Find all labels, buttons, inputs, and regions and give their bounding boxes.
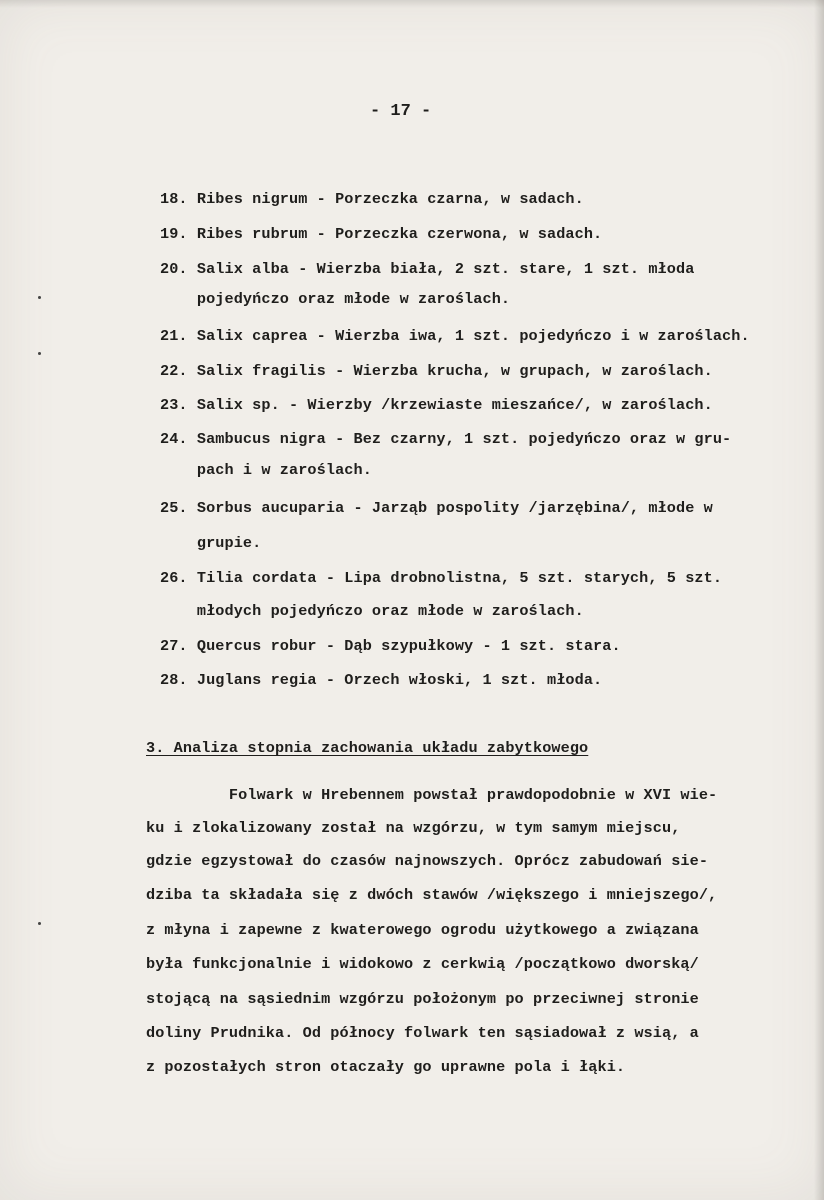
list-item-20: 20. Salix alba - Wierzba biała, 2 szt. stare, 1 szt. młoda: [160, 260, 695, 278]
list-item-20-continuation: pojedyńczo oraz młode w zaroślach.: [160, 290, 511, 308]
paragraph-line-9: z pozostałych stron otaczały go uprawne pola i łąki.: [146, 1058, 626, 1076]
list-item-26: 26. Tilia cordata - Lipa drobnolistna, 5 szt. starych, 5 szt.: [160, 569, 723, 587]
paragraph-line-1: Folwark w Hrebennem powstał prawdopodobnie w XVI wie-: [146, 786, 718, 804]
list-item-22: 22. Salix fragilis - Wierzba krucha, w grupach, w zaroślach.: [160, 362, 713, 380]
paragraph-line-4: dziba ta składała się z dwóch stawów /większego i mniejszego/,: [146, 886, 718, 904]
paragraph-line-6: była funkcjonalnie i widokowo z cerkwią /początkowo dworską/: [146, 955, 699, 973]
paragraph-line-7: stojącą na sąsiednim wzgórzu położonym po przeciwnej stronie: [146, 990, 699, 1008]
paragraph-line-8: doliny Prudnika. Od północy folwark ten sąsiadował z wsią, a: [146, 1024, 699, 1042]
list-item-23: 23. Salix sp. - Wierzby /krzewiaste mieszańce/, w zaroślach.: [160, 396, 713, 414]
list-item-24: 24. Sambucus nigra - Bez czarny, 1 szt. pojedyńczo oraz w gru-: [160, 430, 732, 448]
paragraph-line-3: gdzie egzystował do czasów najnowszych. Oprócz zabudowań sie-: [146, 852, 709, 870]
list-item-21: 21. Salix caprea - Wierzba iwa, 1 szt. pojedyńczo i w zaroślach.: [160, 327, 750, 345]
list-item-25-continuation: grupie.: [160, 534, 262, 552]
list-item-18: 18. Ribes nigrum - Porzeczka czarna, w sadach.: [160, 190, 584, 208]
binder-hole-mark: [38, 922, 41, 925]
list-item-19: 19. Ribes rubrum - Porzeczka czerwona, w sadach.: [160, 225, 603, 243]
paragraph-line-2: ku i zlokalizowany został na wzgórzu, w tym samym miejscu,: [146, 819, 681, 837]
list-item-24-continuation: pach i w zaroślach.: [160, 461, 372, 479]
page-top-shadow: [0, 0, 824, 8]
binder-hole-mark: [38, 352, 41, 355]
paragraph-line-5: z młyna i zapewne z kwaterowego ogrodu użytkowego a związana: [146, 921, 699, 939]
binder-hole-mark: [38, 296, 41, 299]
page-number: - 17 -: [370, 102, 432, 121]
list-item-27: 27. Quercus robur - Dąb szypułkowy - 1 szt. stara.: [160, 637, 621, 655]
page-right-shadow: [814, 0, 824, 1200]
section-heading: 3. Analiza stopnia zachowania układu zabytkowego: [146, 739, 589, 757]
list-item-26-continuation: młodych pojedyńczo oraz młode w zaroślach.: [160, 602, 584, 620]
list-item-28: 28. Juglans regia - Orzech włoski, 1 szt. młoda.: [160, 671, 603, 689]
list-item-25: 25. Sorbus aucuparia - Jarząb pospolity /jarzębina/, młode w: [160, 499, 713, 517]
